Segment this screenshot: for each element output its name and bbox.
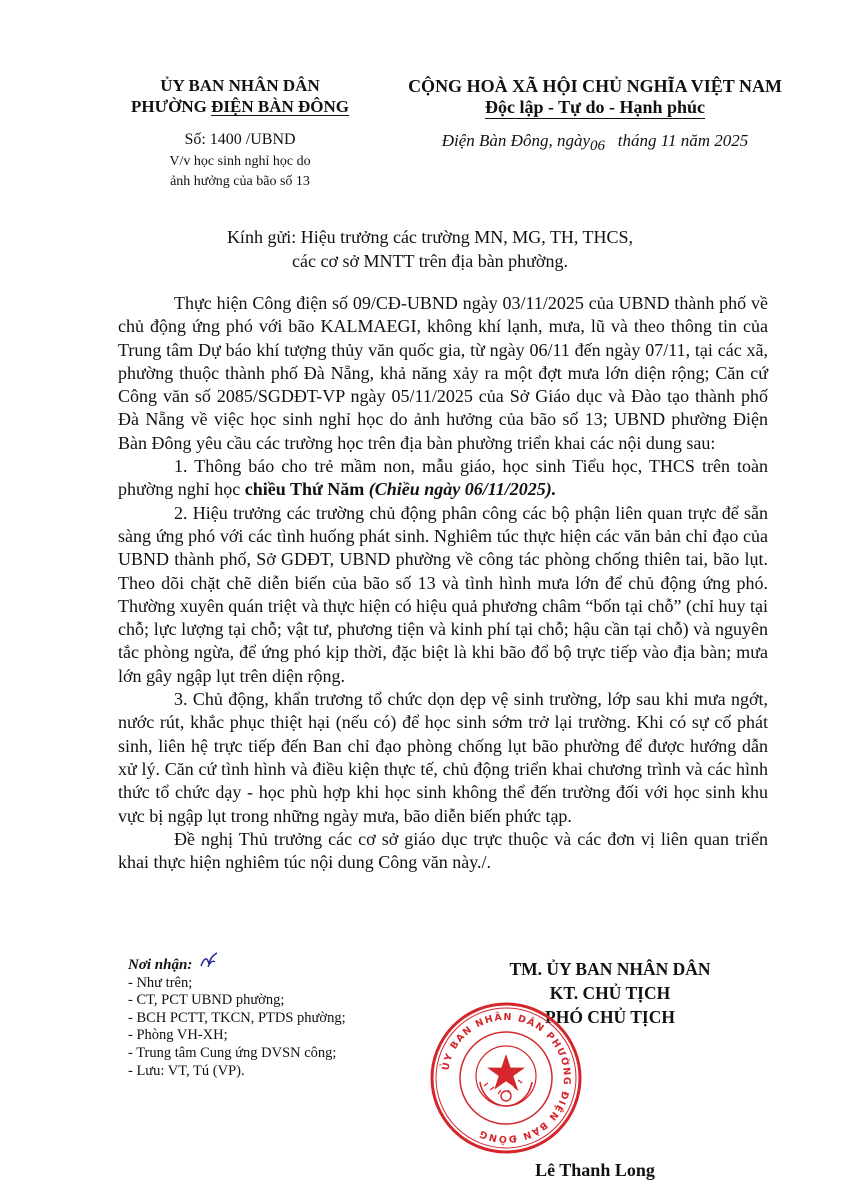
document-subject — [100, 152, 380, 192]
recipients-list-title: Nơi nhận: — [128, 957, 193, 973]
recipients-list-item: - BCH PCTT, TKCN, PTDS phường; — [128, 1009, 346, 1026]
signature-line-1: TM. ỦY BAN NHÂN DÂN — [509, 959, 711, 979]
recipient-block — [110, 225, 750, 273]
recipient-line-1: Kính gửi: Hiệu trưởng các trường MN, MG, TH, THCS, — [226, 227, 634, 247]
document-number — [100, 131, 380, 149]
item-1-date: (Chiều ngày 06/11/2025). — [368, 479, 557, 500]
item-3-paragraph: 3. Chủ động, khẩn trương tổ chức dọn dẹp vệ sinh trường, lớp sau khi mưa ngớt, nước rút, khắc phục thiệt hại (nếu có) để học sinh sớm trở lại trường. Khi có sự cố phát sinh, liên hệ trực tiếp đến Ban chỉ đạo phòng chống lụt bão phường để được hướng dẫn xử lý. Căn cứ tình hình và điều kiện thực tế, chủ động triển khai chương trình và các hình thức tổ chức dạy - học phù hợp khi học sinh không thể đến trường đối với học sinh khu vực bị ngập lụt trong những ngày mưa, bão diễn biến phức tạp. — [118, 689, 768, 826]
issuing-ward-prefix: PHƯỜNG — [130, 97, 212, 116]
doc-number-suffix: /UBND — [245, 131, 296, 148]
issuing-ward — [100, 97, 380, 117]
date-place: Điện Bàn Đông, ngày — [441, 131, 590, 150]
doc-number-label: Số: — [184, 131, 206, 148]
doc-number-value: 1400 — [209, 131, 242, 148]
initial-mark-icon — [198, 950, 220, 972]
national-motto — [395, 97, 795, 118]
signer-name: Lê Thanh Long — [535, 1160, 655, 1180]
seal-emblem — [476, 1046, 536, 1106]
national-title: CỘNG HOÀ XÃ HỘI CHỦ NGHĨA VIỆT NAM — [408, 76, 782, 96]
item-2-paragraph: 2. Hiệu trưởng các trường chủ động phân công các bộ phận liên quan trực để sẵn sàng ứng phó với các tình huống phát sinh. Nghiêm túc thực hiện các văn bản chỉ đạo của UBND thành phố, Sở GDĐT, UBND phường về công tác phòng chống thiên tai, bão lụt. Theo dõi chặt chẽ diễn biến của bão số 13 và tình hình mưa lớn để chủ động ứng phó. Thường xuyên quán triệt và thực hiện có hiệu quả phương châm “bốn tại chỗ” (chỉ huy tại chỗ; lực lượng tại chỗ; vật tư, phương tiện và kinh phí tại chỗ; hậu cần tại chỗ) và nguyên tắc phòng ngừa, để ứng phó kịp thời, đặc biệt là khi bão đổ bộ trực tiếp vào địa bàn; mưa lớn gây ngập lụt trên diện rộng. — [118, 502, 768, 686]
recipients-list-item: - Như trên; — [128, 974, 193, 991]
recipients-list-item: - Lưu: VT, Tú (VP). — [128, 1062, 245, 1079]
document-body — [118, 292, 768, 874]
signature-line-2: KT. CHỦ TỊCH — [549, 983, 671, 1003]
subject-line-2: ảnh hưởng của bão số 13 — [170, 174, 310, 189]
recipients-list-item: - Trung tâm Cung ứng DVSN công; — [128, 1044, 337, 1061]
seal-ring-text: ỦY BAN NHÂN DÂN PHƯỜNG ĐIỆN BÀN ĐÔNG — [440, 1011, 573, 1145]
intro-paragraph: Thực hiện Công điện số 09/CĐ-UBND ngày 03/11/2025 của UBND thành phố về chủ động ứng phó với bão KALMAEGI, không khí lạnh, mưa, lũ và theo thông tin của Trung tâm Dự báo khí tượng thủy văn quốc gia, từ ngày 06/11 đến ngày 07/11, tại các xã, phường thuộc thành phố Đà Nẵng, khả năng xảy ra một đợt mưa lớn diện rộng; Căn cứ Công văn số 2085/SGDĐT-VP ngày 05/11/2025 của Sở Giáo dục và Đào tạo thành phố Đà Nẵng về việc học sinh nghỉ học do ảnh hưởng của bão số 13; UBND phường Điện Bàn Đông yêu cầu các trường học trên địa bàn phường triển khai các nội dung sau: — [118, 293, 768, 453]
document-date — [395, 131, 795, 154]
date-day: 06 — [590, 138, 605, 154]
subject-line-1: V/v học sinh nghỉ học do — [169, 154, 311, 169]
motto-text: Độc lập - Tự do - Hạnh phúc — [484, 97, 706, 117]
recipients-list-item: - Phòng VH-XH; — [128, 1027, 228, 1044]
recipients-list — [128, 957, 428, 1080]
recipients-list-item: - CT, PCT UBND phường; — [128, 992, 285, 1009]
item-1-emphasis: chiều Thứ Năm — [244, 479, 365, 500]
issuing-ward-name: ĐIỆN BÀN ĐÔNG — [211, 97, 350, 116]
closing-paragraph: Đề nghị Thủ trưởng các cơ sở giáo dục trực thuộc và các đơn vị liên quan triển khai thực hiện nghiêm túc nội dung Công văn này./. — [118, 828, 768, 873]
date-month-year: tháng 11 năm 2025 — [617, 131, 749, 150]
issuing-agency: ỦY BAN NHÂN DÂN — [160, 76, 320, 95]
recipient-line-2: các cơ sở MNTT trên địa bàn phường. — [292, 251, 568, 271]
item-1-text: 1. Thông báo cho trẻ mầm non, mẫu giáo, học sinh Tiểu học, THCS trên toàn phường nghỉ học — [118, 456, 768, 500]
item-1-paragraph — [118, 455, 768, 502]
signature-line-3: PHÓ CHỦ TỊCH — [545, 1007, 675, 1027]
official-seal — [428, 1000, 584, 1156]
